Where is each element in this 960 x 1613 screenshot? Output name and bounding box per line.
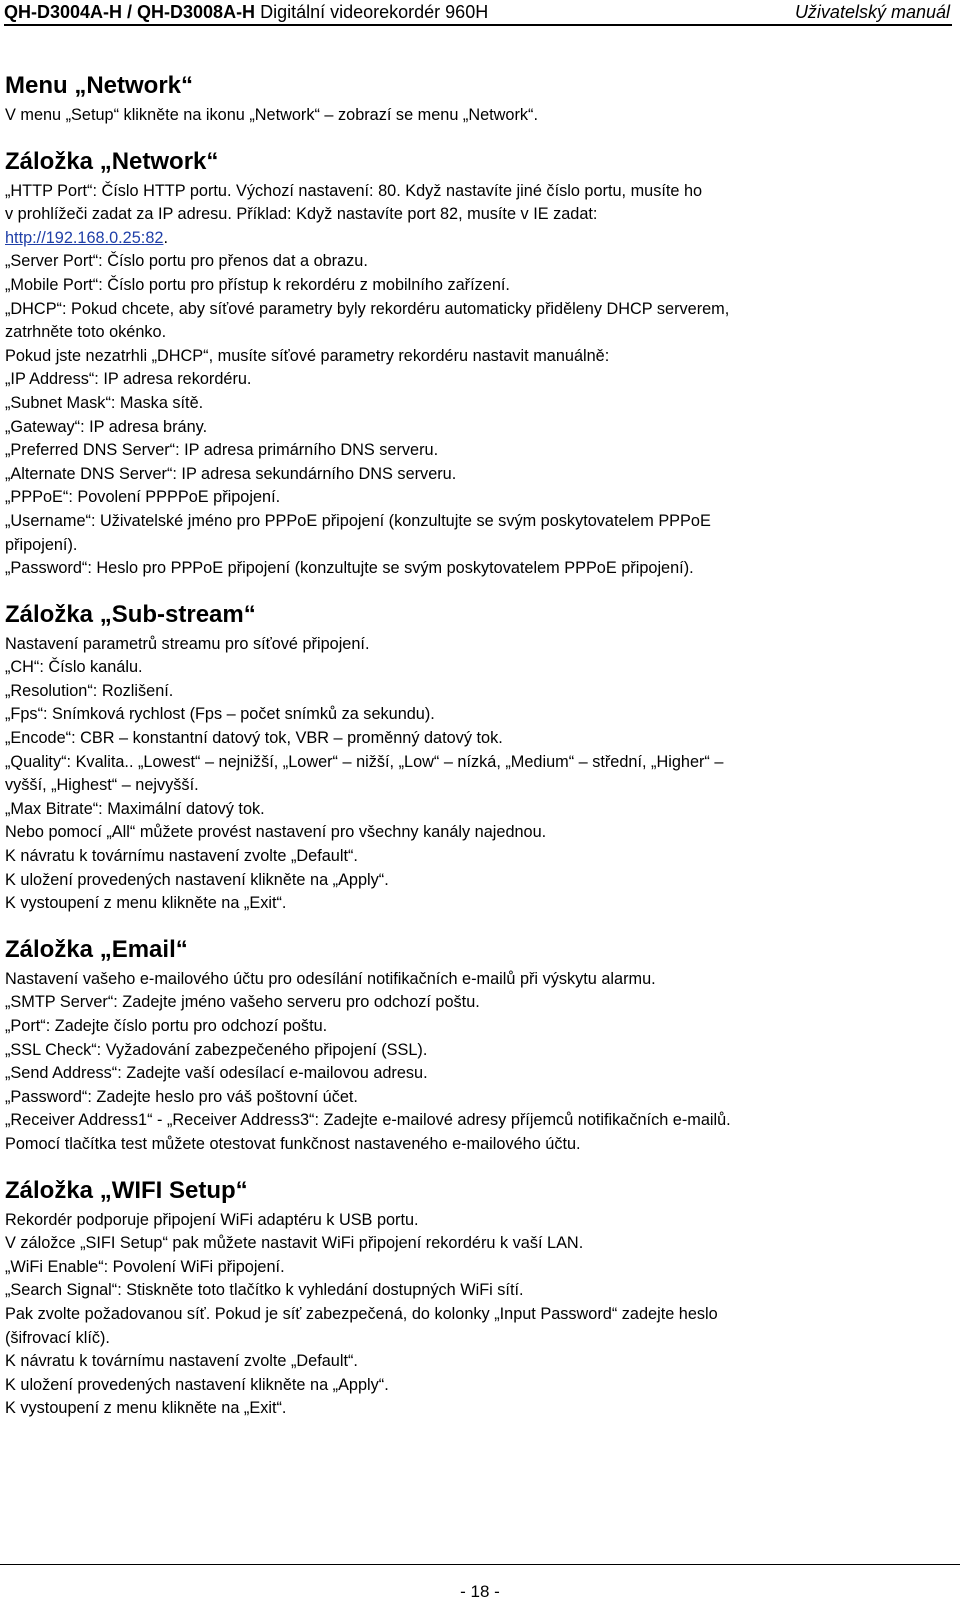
text-line: „Port“: Zadejte číslo portu pro odchozí poštu. bbox=[5, 1017, 328, 1035]
page-number: - 18 - bbox=[460, 1582, 500, 1601]
text-line: Pokud jste nezatrhli „DHCP“, musíte síťové parametry rekordéru nastavit manuálně: bbox=[5, 346, 610, 365]
text-line: K vystoupení z menu klikněte na „Exit“. bbox=[5, 1399, 287, 1418]
text-line: „Password“: Heslo pro PPPoE připojení (konzultujte se svým poskytovatelem PPPoE připojení). bbox=[5, 559, 694, 578]
section-heading: Menu „Network“ bbox=[5, 72, 194, 99]
text-line: K návratu k továrnímu nastavení zvolte „Default“. bbox=[5, 847, 358, 866]
text-line: „Fps“: Snímková rychlost (Fps – počet snímků za sekundu). bbox=[5, 705, 435, 724]
text-line: „Send Address“: Zadejte vaší odesílací e-mailovou adresu. bbox=[5, 1064, 428, 1083]
text-line: „Server Port“: Číslo portu pro přenos dat a obrazu. bbox=[5, 252, 368, 271]
text-line: K vystoupení z menu klikněte na „Exit“. bbox=[5, 894, 287, 913]
text-line: „Mobile Port“: Číslo portu pro přístup k rekordéru z mobilního zařízení. bbox=[5, 275, 510, 294]
section-heading: Záložka „Email“ bbox=[5, 935, 188, 963]
text-line: K uložení provedených nastavení klikněte na „Apply“. bbox=[5, 870, 389, 889]
text-line: vyšší, „Highest“ – nejvyšší. bbox=[5, 776, 199, 795]
text-line: „Resolution“: Rozlišení. bbox=[5, 681, 174, 700]
text-line: „PPPoE“: Povolení PPPPoE připojení. bbox=[5, 488, 281, 507]
section-heading: Záložka „Sub-stream“ bbox=[5, 600, 256, 628]
text-line: „IP Address“: IP adresa rekordéru. bbox=[5, 370, 252, 389]
text-line: Nebo pomocí „All“ můžete provést nastavení pro všechny kanály najednou. bbox=[5, 823, 547, 842]
text-line: „SSL Check“: Vyžadování zabezpečeného připojení (SSL). bbox=[5, 1040, 428, 1059]
document-body bbox=[5, 68, 953, 1437]
text-line: „SMTP Server“: Zadejte jméno vašeho serveru pro odchozí poštu. bbox=[5, 993, 480, 1012]
text-line: (šifrovací klíč). bbox=[5, 1328, 110, 1347]
text-line: „Password“: Zadejte heslo pro váš poštovní účet. bbox=[5, 1087, 358, 1106]
text-line: „Quality“: Kvalita.. „Lowest“ – nejnižší, „Lower“ – nižší, „Low“ – nízká, „Medium“ – střední, „Higher“ – bbox=[5, 752, 724, 771]
text-line: „Max Bitrate“: Maximální datový tok. bbox=[5, 799, 265, 818]
text-line: připojení). bbox=[5, 535, 78, 554]
page-footer bbox=[0, 1564, 960, 1611]
text-line: „Search Signal“: Stiskněte toto tlačítko k vyhledání dostupných WiFi sítí. bbox=[5, 1281, 524, 1300]
link-line bbox=[5, 227, 953, 251]
header-models: QH-D3004A-H / QH-D3008A-H bbox=[4, 2, 256, 22]
text-line: Pak zvolte požadovanou síť. Pokud je síť zabezpečená, do kolonky „Input Password“ zadejte heslo bbox=[5, 1304, 718, 1323]
header-manual-title: Uživatelský manuál bbox=[794, 2, 950, 22]
text-line: „Encode“: CBR – konstantní datový tok, VBR – proměnný datový tok. bbox=[5, 729, 503, 748]
text-line: „Preferred DNS Server“: IP adresa primárního DNS serveru. bbox=[5, 441, 439, 460]
text-line: „WiFi Enable“: Povolení WiFi připojení. bbox=[5, 1257, 285, 1276]
text-line: V menu „Setup“ klikněte na ikonu „Network“ – zobrazí se menu „Network“. bbox=[5, 106, 538, 124]
text-line: V záložce „SIFI Setup“ pak můžete nastavit WiFi připojení rekordéru k vaší LAN. bbox=[5, 1234, 584, 1253]
text-line: K návratu k továrnímu nastavení zvolte „Default“. bbox=[5, 1352, 358, 1371]
text-line: „Gateway“: IP adresa brány. bbox=[5, 417, 208, 436]
link-trailing-text: . bbox=[163, 228, 168, 247]
example-url-link[interactable]: http://192.168.0.25:82 bbox=[5, 228, 164, 247]
text-line: „Username“: Uživatelské jméno pro PPPoE připojení (konzultujte se svým poskytovatelem PPPoE bbox=[5, 511, 711, 530]
section bbox=[5, 597, 953, 916]
section-heading: Záložka „Network“ bbox=[5, 147, 219, 175]
text-line: „Receiver Address1“ - „Receiver Address3“: Zadejte e-mailové adresy příjemců notifikačních e-mailů. bbox=[5, 1111, 731, 1130]
section bbox=[5, 68, 953, 128]
text-line: K uložení provedených nastavení klikněte na „Apply“. bbox=[5, 1375, 389, 1394]
text-line: Nastavení vašeho e-mailového účtu pro odesílání notifikačních e-mailů při výskytu alarmu. bbox=[5, 969, 656, 988]
text-line: zatrhněte toto okénko. bbox=[5, 323, 167, 342]
text-line: Rekordér podporuje připojení WiFi adaptéru k USB portu. bbox=[5, 1210, 419, 1229]
header-subtitle: Digitální videorekordér 960H bbox=[260, 2, 489, 22]
text-line: „Alternate DNS Server“: IP adresa sekundárního DNS serveru. bbox=[5, 464, 457, 483]
text-line: „DHCP“: Pokud chcete, aby síťové parametry byly rekordéru automaticky přiděleny DHCP serverem, bbox=[5, 299, 730, 318]
text-line: „Subnet Mask“: Maska sítě. bbox=[5, 393, 204, 412]
section bbox=[5, 1173, 953, 1421]
section bbox=[5, 144, 953, 581]
text-line: „HTTP Port“: Číslo HTTP portu. Výchozí nastavení: 80. Když nastavíte jiné číslo portu, musíte ho bbox=[5, 181, 703, 200]
text-line: Pomocí tlačítka test můžete otestovat funkčnost nastaveného e-mailového účtu. bbox=[5, 1134, 581, 1153]
text-line: „CH“: Číslo kanálu. bbox=[5, 658, 143, 677]
text-line: v prohlížeči zadat za IP adresu. Příklad: Když nastavíte port 82, musíte v IE zadat: bbox=[5, 205, 598, 224]
text-line: Nastavení parametrů streamu pro síťové připojení. bbox=[5, 634, 370, 653]
section-heading: Záložka „WIFI Setup“ bbox=[5, 1176, 248, 1204]
page-header bbox=[4, 0, 952, 26]
section bbox=[5, 932, 953, 1157]
